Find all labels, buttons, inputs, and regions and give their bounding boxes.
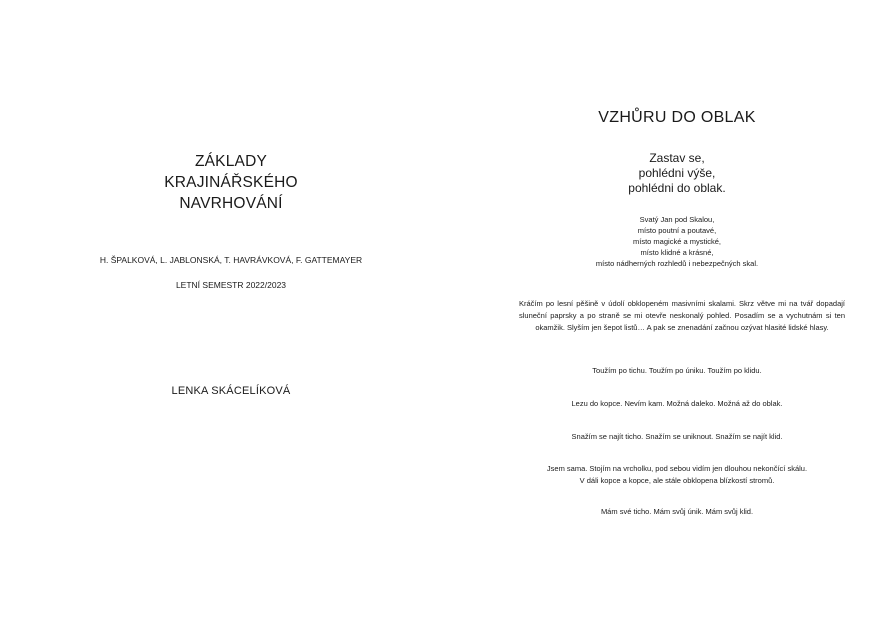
prose-paragraph: Kráčím po lesní pěšině v údolí obklopeném masivními skalami. Skrz větve mi na tvář dopadají sluneční paprsky a po straně se mi otevře neskonalý pohled. Posadím se a vychutnám si ten okamžik. Slyším jen šepot listů… A pak se znenadání začnou ozývat hlasité lidské hlasy. xyxy=(519,299,845,333)
poem-line: Zastav se, xyxy=(649,151,705,165)
poem-line: místo magické a mystické, xyxy=(633,237,721,246)
poem-line: pohlédni výše, xyxy=(638,166,716,180)
poem-line: místo klidné a krásné, xyxy=(640,248,714,257)
semester: LETNÍ SEMESTR 2022/2023 xyxy=(175,280,287,290)
poem-line: místo poutní a poutavé, xyxy=(637,226,717,235)
title-line: NAVRHOVÁNÍ xyxy=(179,195,283,212)
page-title: VZHŮRU DO OBLAK xyxy=(598,109,756,126)
document-title xyxy=(0,151,462,214)
title-line: ZÁKLADY xyxy=(194,153,268,170)
prose-lines xyxy=(507,463,847,486)
poem-line: pohlédni do oblak. xyxy=(628,181,726,195)
prose-line: Lezu do kopce. Nevím kam. Možná daleko. Možná až do oblak. xyxy=(571,399,783,408)
poem-stanza-2 xyxy=(547,214,807,269)
title-line: KRAJINÁŘSKÉHO xyxy=(164,174,298,191)
author-name: LENKA SKÁCELÍKOVÁ xyxy=(171,385,291,397)
prose-line: Jsem sama. Stojím na vrcholku, pod sebou vidím jen dlouhou nekončící skálu. xyxy=(546,464,808,473)
prose-line: Snažím se najít ticho. Snažím se uniknout. Snažím se najít klid. xyxy=(571,432,783,441)
prose-line: Toužím po tichu. Toužím po úniku. Toužím po klidu. xyxy=(592,366,762,375)
authors: H. ŠPALKOVÁ, L. JABLONSKÁ, T. HAVRÁVKOVÁ, F. GATTEMAYER xyxy=(99,255,363,265)
poem-line: místo nádherných rozhledů i nebezpečných skal. xyxy=(595,259,759,268)
poem-stanza-1 xyxy=(567,151,787,196)
prose-line: Mám své ticho. Mám svůj únik. Mám svůj klid. xyxy=(600,507,754,516)
right-page xyxy=(447,0,894,632)
prose-line: V dáli kopce a kopce, ale stále obklopena blízkostí stromů. xyxy=(579,475,775,485)
poem-line: Svatý Jan pod Skalou, xyxy=(639,215,715,224)
